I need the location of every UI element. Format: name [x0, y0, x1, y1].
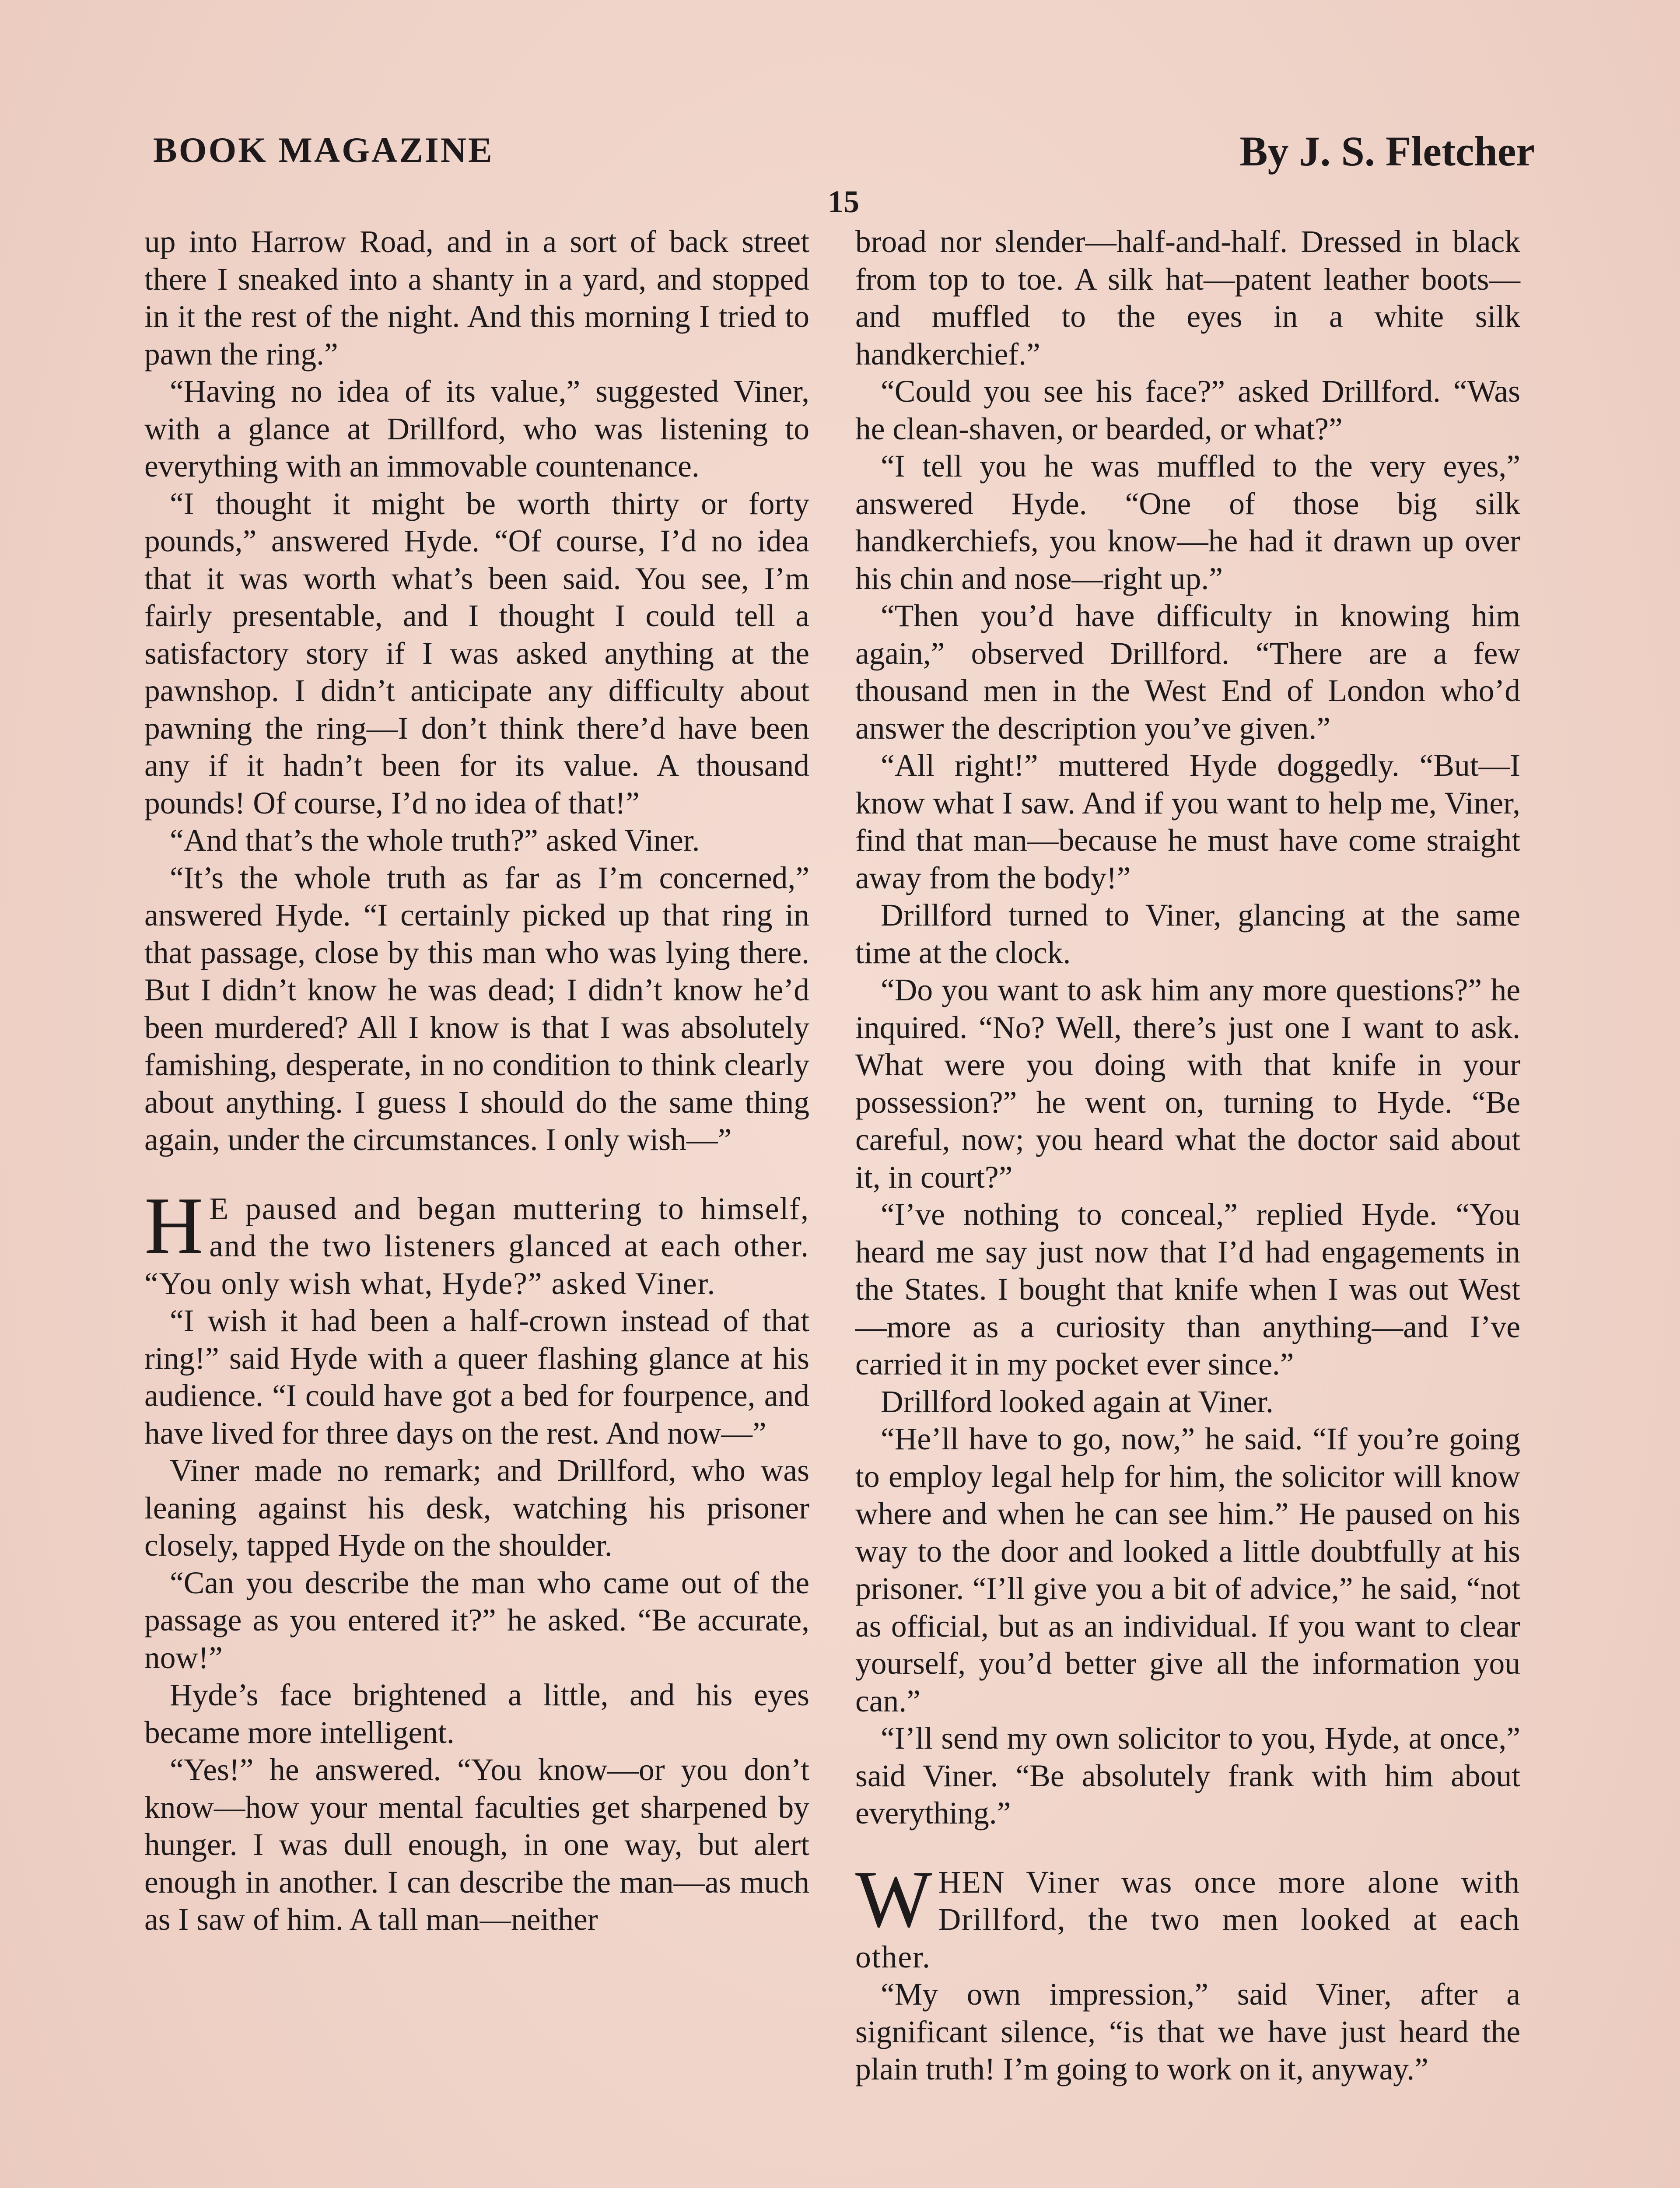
paragraph: broad nor slender—half-and-half. Dressed in black from top to toe. A silk hat—patent leather boots—and muffled to the eyes in a white silk handkerchief.”	[855, 224, 1520, 372]
drop-cap: W	[855, 1854, 932, 1944]
section-opening-paragraph	[855, 1854, 1520, 1976]
paragraph: “It’s the whole truth as far as I’m concerned,” answered Hyde. “I certainly picked up that ring in that passage, close by this man who was lying there. But I didn’t know he was dead; I didn’t know he’d been murdered? All I know is that I was absolutely famishing, desperate, in no condition to think clearly about anything. I guess I should do the same thing again, under the circumstances. I only wish—”	[144, 860, 809, 1157]
section-break	[855, 1832, 1520, 1864]
paragraph: “I’ll send my own solicitor to you, Hyde, at once,” said Viner. “Be absolutely frank with him about everything.”	[855, 1721, 1520, 1830]
paragraph: “Do you want to ask him any more questions?” he inquired. “No? Well, there’s just one I want to ask. What were you doing with that knife in your possession?” he went on, turning to Hyde. “Be careful, now; you heard what the doctor said about it, in court?”	[855, 973, 1520, 1195]
paragraph: “Could you see his face?” asked Drillford. “Was he clean-shaven, or bearded, or what?”	[855, 374, 1520, 446]
paragraph: “I thought it might be worth thirty or forty pounds,” answered Hyde. “Of course, I’d no idea that it was worth what’s been said. You see, I’m fairly presentable, and I thought I could tell a satisfactory story if I was asked anything at the pawnshop. I didn’t anticipate any difficulty about pawning the ring—I don’t think there’d have been any if it hadn’t been for its value. A thousand pounds! Of course, I’d no idea of that!”	[144, 486, 809, 820]
paragraph: “I tell you he was muffled to the very eyes,” answered Hyde. “One of those big silk handkerchiefs, you know—he had it drawn up over his chin and nose—right up.”	[855, 449, 1520, 596]
paragraph: Viner made no remark; and Drillford, who was leaning against his desk, watching his prisoner closely, tapped Hyde on the shoulder.	[144, 1453, 809, 1563]
paragraph: “All right!” muttered Hyde doggedly. “But—I know what I saw. And if you want to help me, Viner, find that man—because he must have come straight away from the body!”	[855, 748, 1520, 895]
paragraph: Drillford turned to Viner, glancing at the same time at the clock.	[855, 898, 1520, 970]
paragraph: “Yes!” he answered. “You know—or you don’t know—how your mental faculties get sharpened by hunger. I was dull enough, in one way, but alert enough in another. I can describe the man—as much as I saw of him. A tall man—neither	[144, 1753, 809, 1937]
running-head-title: BOOK MAGAZINE	[153, 130, 494, 170]
paragraph: “I’ve nothing to conceal,” replied Hyde. “You heard me say just now that I’d had engagements in the States. I bought that knife when I was out West—more as a curiosity than anything—and I’ve carried it in my pocket ever since.”	[855, 1197, 1520, 1382]
paragraph: “Then you’d have difficulty in knowing him again,” observed Drillford. “There are a few thousand men in the West End of London who’d answer the description you’ve given.”	[855, 599, 1520, 746]
section-break	[144, 1159, 809, 1190]
paragraph: “I wish it had been a half-crown instead of that ring!” said Hyde with a queer flashing glance at his audience. “I could have got a bed for fourpence, and have lived for three days on the rest. And now—”	[144, 1304, 809, 1451]
paragraph: “He’ll have to go, now,” he said. “If you’re going to employ legal help for him, the solicitor will know where and when he can see him.” He paused on his way to the door and looked a little doubtfully at his prisoner. “I’ll give you a bit of advice,” he said, “not as official, but as an individual. If you want to clear yourself, you’d better give all the information you can.”	[855, 1422, 1520, 1718]
paragraph: “My own impression,” said Viner, after a significant silence, “is that we have just heard the plain truth! I’m going to work on it, anyway.”	[855, 1977, 1520, 2086]
section-opening-paragraph	[144, 1180, 809, 1303]
paragraph: “Having no idea of its value,” suggested Viner, with a glance at Drillford, who was listening to everything with an immovable countenance.	[144, 374, 809, 484]
running-head-author: By J. S. Fletcher	[1239, 128, 1535, 175]
paragraph: “And that’s the whole truth?” asked Viner.	[170, 823, 700, 858]
left-column	[144, 223, 809, 1939]
opening-text: E paused and began muttering to himself, and the two listeners glanced at each other. “You only wish what, Hyde?” asked Viner.	[144, 1191, 809, 1301]
paragraph: Hyde’s face brightened a little, and his eyes became more intelligent.	[144, 1678, 809, 1750]
drop-cap: H	[144, 1180, 203, 1271]
opening-text: HEN Viner was once more alone with Drillford, the two men looked at each other.	[855, 1865, 1520, 1974]
paragraph: up into Harrow Road, and in a sort of back street there I sneaked into a shanty in a yard, and stopped in it the rest of the night. And this morning I tried to pawn the ring.”	[144, 224, 809, 372]
paragraph: Drillford looked again at Viner.	[881, 1384, 1274, 1419]
right-column	[855, 223, 1520, 2088]
page-number: 15	[828, 184, 859, 219]
paragraph: “Can you describe the man who came out of the passage as you entered it?” he asked. “Be accurate, now!”	[144, 1565, 809, 1675]
